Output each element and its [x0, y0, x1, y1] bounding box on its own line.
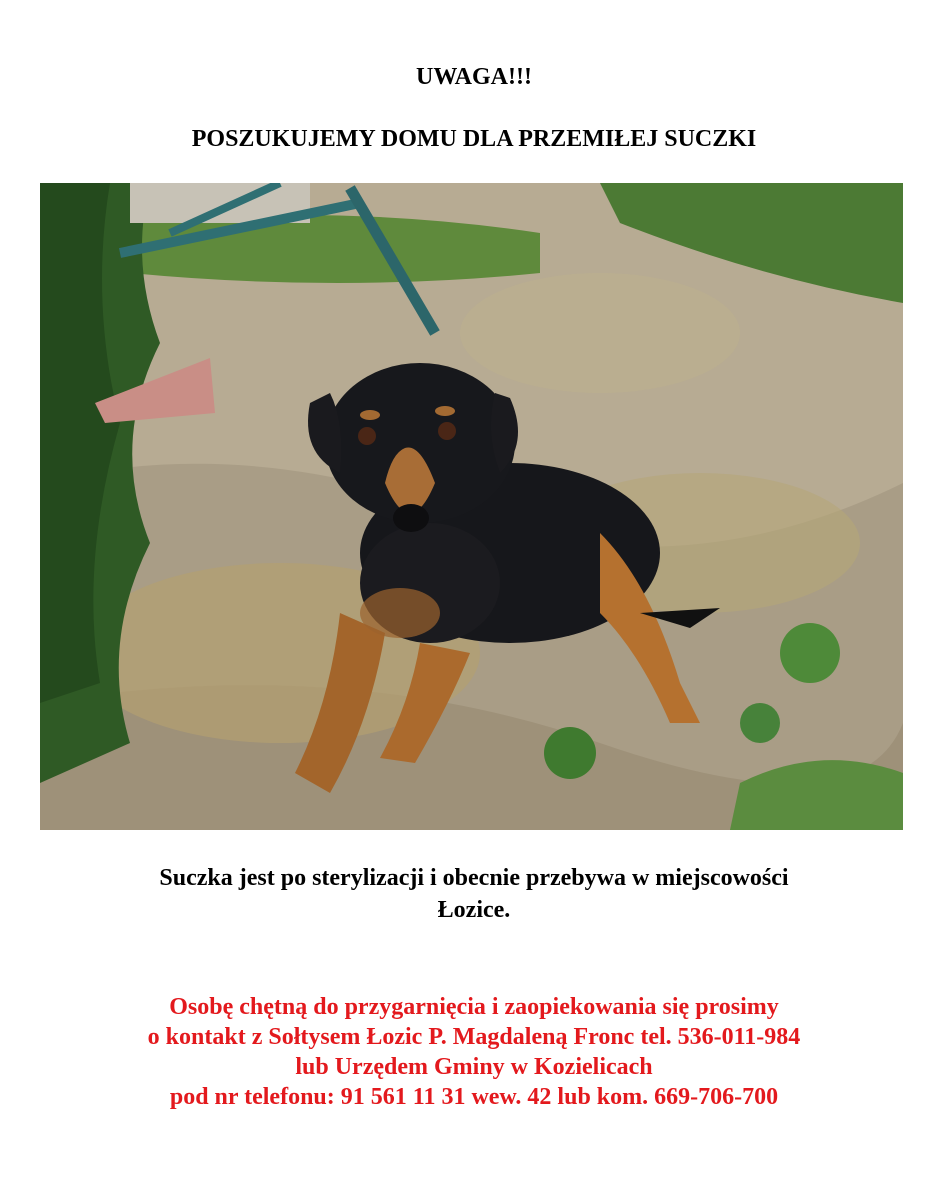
description-line: Łozice.	[437, 897, 511, 923]
contact-line: pod nr telefonu: 91 561 11 31 wew. 42 lub kom. 669-706-700	[169, 1084, 779, 1110]
flyer-heading-attention: UWAGA!!!	[416, 64, 532, 90]
flyer-heading-title: POSZUKUJEMY DOMU DLA PRZEMIŁEJ SUCZKI	[191, 126, 757, 152]
contact-info	[40, 992, 908, 1112]
contact-line: Osobę chętną do przygarnięcia i zaopiekowania się prosimy	[169, 994, 779, 1020]
contact-line: o kontakt z Sołtysem Łozic P. Magdaleną Fronc tel. 536-011-984	[147, 1024, 801, 1050]
description-line: Suczka jest po sterylizacji i obecnie przebywa w miejscowości	[159, 865, 789, 891]
dog-photo	[40, 183, 903, 830]
contact-line: lub Urzędem Gminy w Kozielicach	[295, 1054, 653, 1080]
dog-description	[40, 862, 908, 926]
